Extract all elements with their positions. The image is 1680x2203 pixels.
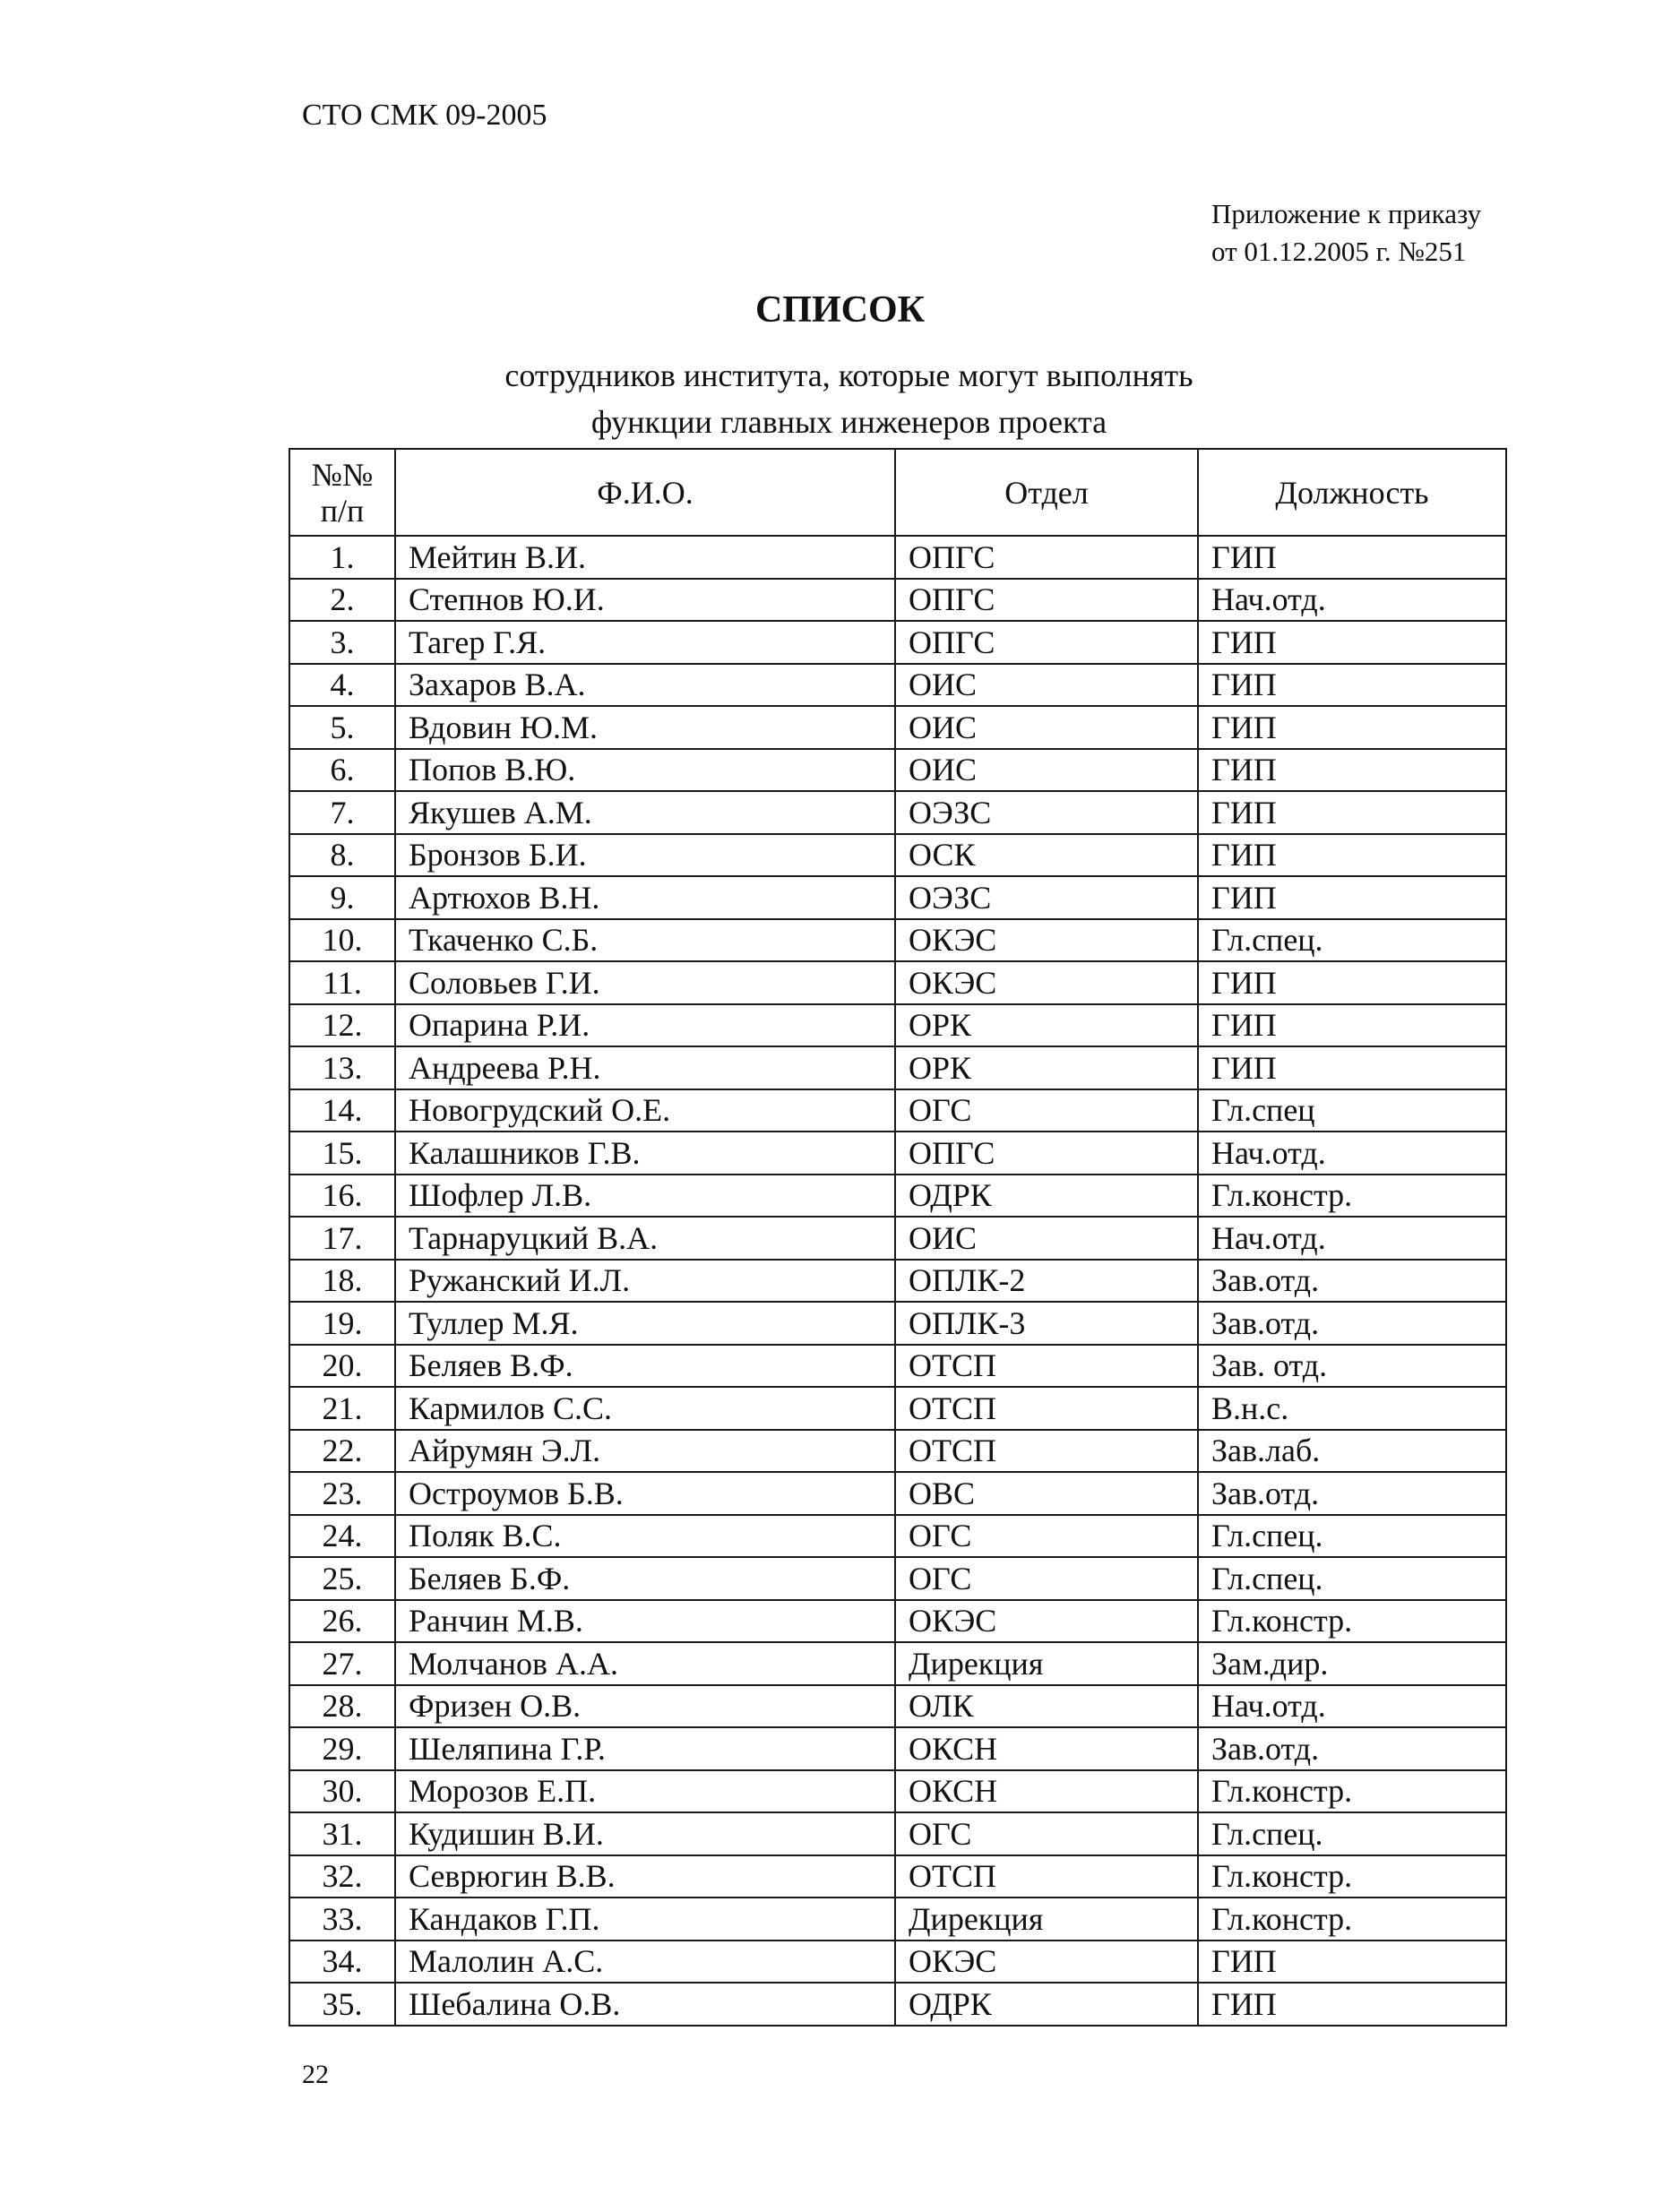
- employee-table: [289, 448, 1507, 2027]
- row-name-cell: Шебалина О.В.: [395, 1983, 895, 2026]
- table-row: [289, 1387, 1506, 1430]
- row-number-cell: 33.: [289, 1898, 395, 1941]
- row-department-cell: ОЛК: [895, 1685, 1198, 1728]
- row-name-cell: Тагер Г.Я.: [395, 621, 895, 664]
- row-department-cell: ОКСН: [895, 1770, 1198, 1813]
- table-row: [289, 876, 1506, 919]
- row-position-cell: Гл.спец.: [1198, 919, 1506, 962]
- table-row: [289, 1046, 1506, 1089]
- row-name-cell: Попов В.Ю.: [395, 749, 895, 792]
- row-position-cell: Гл.констр.: [1198, 1600, 1506, 1643]
- row-position-cell: Зав.отд.: [1198, 1472, 1506, 1515]
- table-row: [289, 1642, 1506, 1685]
- row-number-cell: 31.: [289, 1812, 395, 1855]
- table-row: [289, 1685, 1506, 1728]
- row-department-cell: ОЭЗС: [895, 791, 1198, 834]
- row-number-cell: 22.: [289, 1430, 395, 1473]
- row-name-cell: Малолин А.С.: [395, 1941, 895, 1984]
- row-number-cell: 28.: [289, 1685, 395, 1728]
- row-position-cell: В.н.с.: [1198, 1387, 1506, 1430]
- table-row: [289, 1941, 1506, 1984]
- row-department-cell: ОГС: [895, 1812, 1198, 1855]
- row-position-cell: Гл.спец.: [1198, 1515, 1506, 1558]
- row-name-cell: Поляк В.С.: [395, 1515, 895, 1558]
- row-name-cell: Тарнаруцкий В.А.: [395, 1217, 895, 1260]
- row-name-cell: Фризен О.В.: [395, 1685, 895, 1728]
- row-name-cell: Шофлер Л.В.: [395, 1175, 895, 1218]
- row-department-cell: ОПГС: [895, 621, 1198, 664]
- table-row: [289, 961, 1506, 1004]
- row-name-cell: Артюхов В.Н.: [395, 876, 895, 919]
- page-number: 22: [302, 2060, 329, 2089]
- row-name-cell: Кандаков Г.П.: [395, 1898, 895, 1941]
- table-row: [289, 791, 1506, 834]
- table-row: [289, 1430, 1506, 1473]
- row-name-cell: Ранчин М.В.: [395, 1600, 895, 1643]
- row-department-cell: ОДРК: [895, 1175, 1198, 1218]
- row-name-cell: Молчанов А.А.: [395, 1642, 895, 1685]
- row-department-cell: ОПГС: [895, 579, 1198, 622]
- table-row: [289, 536, 1506, 579]
- appendix-line-1: Приложение к приказу: [1211, 198, 1482, 229]
- row-name-cell: Кармилов С.С.: [395, 1387, 895, 1430]
- row-number-cell: 6.: [289, 749, 395, 792]
- row-position-cell: ГИП: [1198, 834, 1506, 877]
- row-number-cell: 17.: [289, 1217, 395, 1260]
- row-number-cell: 32.: [289, 1855, 395, 1898]
- table-row: [289, 1302, 1506, 1345]
- row-position-cell: ГИП: [1198, 1983, 1506, 2026]
- row-department-cell: ОРК: [895, 1046, 1198, 1089]
- row-number-cell: 19.: [289, 1302, 395, 1345]
- row-position-cell: Зав.отд.: [1198, 1727, 1506, 1770]
- table-row: [289, 1600, 1506, 1643]
- row-name-cell: Морозов Е.П.: [395, 1770, 895, 1813]
- table-row: [289, 1345, 1506, 1388]
- row-name-cell: Севрюгин В.В.: [395, 1855, 895, 1898]
- header-name: Ф.И.О.: [395, 449, 895, 536]
- row-department-cell: ОГС: [895, 1557, 1198, 1600]
- row-number-cell: 16.: [289, 1175, 395, 1218]
- table-row: [289, 1812, 1506, 1855]
- row-name-cell: Мейтин В.И.: [395, 536, 895, 579]
- row-position-cell: ГИП: [1198, 706, 1506, 749]
- header-number-line-1: №№: [311, 456, 374, 493]
- row-position-cell: ГИП: [1198, 664, 1506, 707]
- row-department-cell: ОПГС: [895, 536, 1198, 579]
- row-name-cell: Беляев Б.Ф.: [395, 1557, 895, 1600]
- table-row: [289, 1132, 1506, 1175]
- row-name-cell: Степнов Ю.И.: [395, 579, 895, 622]
- row-name-cell: Калашников Г.В.: [395, 1132, 895, 1175]
- row-position-cell: Нач.отд.: [1198, 1217, 1506, 1260]
- row-number-cell: 9.: [289, 876, 395, 919]
- table-row: [289, 1727, 1506, 1770]
- row-number-cell: 26.: [289, 1600, 395, 1643]
- row-position-cell: ГИП: [1198, 1941, 1506, 1984]
- row-name-cell: Шеляпина Г.Р.: [395, 1727, 895, 1770]
- subtitle-line-1: сотрудников института, которые могут выполнять: [504, 357, 1193, 393]
- row-position-cell: ГИП: [1198, 621, 1506, 664]
- row-position-cell: Гл.спец: [1198, 1089, 1506, 1132]
- row-position-cell: Гл.констр.: [1198, 1175, 1506, 1218]
- row-number-cell: 35.: [289, 1983, 395, 2026]
- page-title: СПИСОК: [754, 289, 926, 331]
- row-department-cell: ОИС: [895, 664, 1198, 707]
- table-row: [289, 1770, 1506, 1813]
- row-number-cell: 11.: [289, 961, 395, 1004]
- table-row: [289, 834, 1506, 877]
- row-name-cell: Новогрудский О.Е.: [395, 1089, 895, 1132]
- row-department-cell: Дирекция: [895, 1642, 1198, 1685]
- document-code: СТО СМК 09-2005: [302, 99, 547, 132]
- row-position-cell: ГИП: [1198, 536, 1506, 579]
- row-number-cell: 8.: [289, 834, 395, 877]
- row-name-cell: Туллер М.Я.: [395, 1302, 895, 1345]
- row-number-cell: 34.: [289, 1941, 395, 1984]
- row-position-cell: ГИП: [1198, 791, 1506, 834]
- row-number-cell: 23.: [289, 1472, 395, 1515]
- row-department-cell: ОТСП: [895, 1430, 1198, 1473]
- table-row: [289, 1217, 1506, 1260]
- table-row: [289, 1855, 1506, 1898]
- row-department-cell: Дирекция: [895, 1898, 1198, 1941]
- table-body: [289, 536, 1506, 2026]
- row-department-cell: ОПГС: [895, 1132, 1198, 1175]
- row-number-cell: 25.: [289, 1557, 395, 1600]
- row-number-cell: 3.: [289, 621, 395, 664]
- row-department-cell: ОПЛК-2: [895, 1260, 1198, 1303]
- row-department-cell: ОГС: [895, 1089, 1198, 1132]
- appendix-line-2: от 01.12.2005 г. №251: [1211, 236, 1467, 267]
- row-name-cell: Ружанский И.Л.: [395, 1260, 895, 1303]
- row-position-cell: ГИП: [1198, 749, 1506, 792]
- row-department-cell: ОПЛК-3: [895, 1302, 1198, 1345]
- table-row: [289, 1089, 1506, 1132]
- row-department-cell: ОКСН: [895, 1727, 1198, 1770]
- row-number-cell: 2.: [289, 579, 395, 622]
- row-name-cell: Соловьев Г.И.: [395, 961, 895, 1004]
- appendix-note: [1211, 195, 1481, 271]
- row-number-cell: 27.: [289, 1642, 395, 1685]
- row-position-cell: Гл.констр.: [1198, 1770, 1506, 1813]
- row-department-cell: ОИС: [895, 749, 1198, 792]
- table-row: [289, 621, 1506, 664]
- header-number: [289, 449, 395, 536]
- row-position-cell: Гл.констр.: [1198, 1898, 1506, 1941]
- row-name-cell: Вдовин Ю.М.: [395, 706, 895, 749]
- row-name-cell: Айрумян Э.Л.: [395, 1430, 895, 1473]
- row-position-cell: Гл.констр.: [1198, 1855, 1506, 1898]
- header-number-line-2: п/п: [320, 492, 365, 529]
- row-number-cell: 14.: [289, 1089, 395, 1132]
- row-position-cell: ГИП: [1198, 876, 1506, 919]
- row-number-cell: 1.: [289, 536, 395, 579]
- row-department-cell: ОКЭС: [895, 1941, 1198, 1984]
- row-number-cell: 13.: [289, 1046, 395, 1089]
- row-number-cell: 18.: [289, 1260, 395, 1303]
- row-department-cell: ОКЭС: [895, 1600, 1198, 1643]
- row-position-cell: ГИП: [1198, 961, 1506, 1004]
- row-position-cell: ГИП: [1198, 1004, 1506, 1047]
- row-name-cell: Андреева Р.Н.: [395, 1046, 895, 1089]
- subtitle-line-2: функции главных инженеров проекта: [590, 404, 1107, 440]
- row-department-cell: ОКЭС: [895, 919, 1198, 962]
- row-name-cell: Кудишин В.И.: [395, 1812, 895, 1855]
- table-row: [289, 919, 1506, 962]
- row-position-cell: Нач.отд.: [1198, 1685, 1506, 1728]
- table-row: [289, 664, 1506, 707]
- table-row: [289, 1004, 1506, 1047]
- row-number-cell: 20.: [289, 1345, 395, 1388]
- table-row: [289, 706, 1506, 749]
- row-number-cell: 5.: [289, 706, 395, 749]
- table-row: [289, 1898, 1506, 1941]
- row-department-cell: ОДРК: [895, 1983, 1198, 2026]
- table-row: [289, 1260, 1506, 1303]
- row-position-cell: ГИП: [1198, 1046, 1506, 1089]
- row-name-cell: Якушев А.М.: [395, 791, 895, 834]
- page-subtitle: [0, 352, 1680, 445]
- row-number-cell: 24.: [289, 1515, 395, 1558]
- row-position-cell: Гл.спец.: [1198, 1812, 1506, 1855]
- row-department-cell: ОЭЗС: [895, 876, 1198, 919]
- row-number-cell: 29.: [289, 1727, 395, 1770]
- table-row: [289, 1515, 1506, 1558]
- row-department-cell: ОИС: [895, 1217, 1198, 1260]
- row-department-cell: ОРК: [895, 1004, 1198, 1047]
- row-position-cell: Зав.отд.: [1198, 1302, 1506, 1345]
- row-department-cell: ОСК: [895, 834, 1198, 877]
- row-position-cell: Зам.дир.: [1198, 1642, 1506, 1685]
- row-number-cell: 21.: [289, 1387, 395, 1430]
- row-position-cell: Нач.отд.: [1198, 579, 1506, 622]
- row-position-cell: Гл.спец.: [1198, 1557, 1506, 1600]
- row-department-cell: ОТСП: [895, 1387, 1198, 1430]
- table-row: [289, 1175, 1506, 1218]
- row-department-cell: ОКЭС: [895, 961, 1198, 1004]
- row-department-cell: ОТСП: [895, 1855, 1198, 1898]
- row-position-cell: Зав.лаб.: [1198, 1430, 1506, 1473]
- row-name-cell: Захаров В.А.: [395, 664, 895, 707]
- row-position-cell: Зав.отд.: [1198, 1260, 1506, 1303]
- row-department-cell: ОТСП: [895, 1345, 1198, 1388]
- row-number-cell: 10.: [289, 919, 395, 962]
- table-row: [289, 1557, 1506, 1600]
- row-number-cell: 7.: [289, 791, 395, 834]
- row-name-cell: Бронзов Б.И.: [395, 834, 895, 877]
- row-department-cell: ОВС: [895, 1472, 1198, 1515]
- row-number-cell: 15.: [289, 1132, 395, 1175]
- row-name-cell: Остроумов Б.В.: [395, 1472, 895, 1515]
- row-number-cell: 12.: [289, 1004, 395, 1047]
- row-name-cell: Беляев В.Ф.: [395, 1345, 895, 1388]
- row-name-cell: Опарина Р.И.: [395, 1004, 895, 1047]
- row-department-cell: ОГС: [895, 1515, 1198, 1558]
- row-position-cell: Зав. отд.: [1198, 1345, 1506, 1388]
- header-position: Должность: [1198, 449, 1506, 536]
- row-number-cell: 30.: [289, 1770, 395, 1813]
- table-row: [289, 579, 1506, 622]
- row-position-cell: Нач.отд.: [1198, 1132, 1506, 1175]
- header-department: Отдел: [895, 449, 1198, 536]
- row-name-cell: Ткаченко С.Б.: [395, 919, 895, 962]
- row-department-cell: ОИС: [895, 706, 1198, 749]
- table-header-row: [289, 449, 1506, 536]
- table-row: [289, 1983, 1506, 2026]
- table-row: [289, 1472, 1506, 1515]
- table-row: [289, 749, 1506, 792]
- row-number-cell: 4.: [289, 664, 395, 707]
